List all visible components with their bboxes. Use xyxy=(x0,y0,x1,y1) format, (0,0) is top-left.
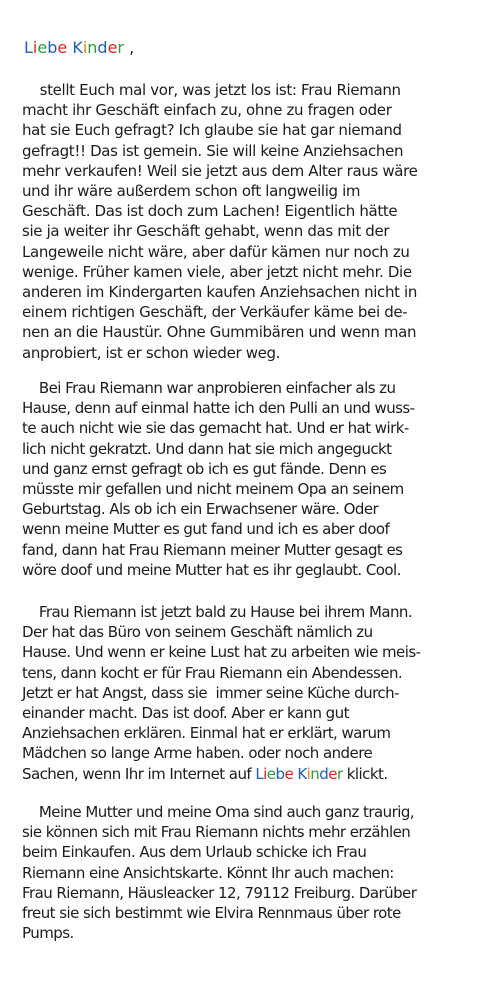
brand-letter: e xyxy=(37,38,48,57)
text-line: hat sie Euch gefragt? Ich glaube sie hat gar niemand xyxy=(22,121,402,140)
text-line: freut sie sich bestimmt wie Elvira Rennmaus über rote xyxy=(22,904,401,923)
brand-letter: i xyxy=(306,764,311,783)
text-line: macht ihr Geschäft einfach zu, ohne zu fragen oder xyxy=(22,101,392,120)
brand-letter: e xyxy=(284,764,294,783)
text-line: gefragt!! Das ist gemein. Sie will keine Anziehsachen xyxy=(22,141,404,160)
brand-name xyxy=(24,38,129,57)
brand-link[interactable] xyxy=(255,765,342,783)
text-line: und ihr wäre außerdem schon oft langweilig im xyxy=(22,182,361,201)
brand-letter: K xyxy=(72,38,83,57)
brand-letter: K xyxy=(297,764,307,783)
text-line: wenn meine Mutter es gut fand und ich es aber doof xyxy=(22,520,390,539)
brand-letter: i xyxy=(82,38,88,57)
greeting xyxy=(24,38,134,58)
text-line: Frau Riemann, Häusleacker 12, 79112 Freiburg. Darüber xyxy=(22,883,417,902)
text-line: Frau Riemann ist jetzt bald zu Hause bei ihrem Mann. xyxy=(22,603,413,621)
text-line: Geschäft. Das ist doch zum Lachen! Eigentlich hätte xyxy=(22,202,398,221)
brand-letter: b xyxy=(275,764,285,783)
text-line: sie ja weiter ihr Geschäft gehabt, wenn das mit der xyxy=(22,222,390,241)
text-line: tens, dann kocht er für Frau Riemann ein Abendessen. xyxy=(22,663,403,682)
greeting-comma: , xyxy=(129,38,135,57)
brand-letter: L xyxy=(255,764,264,783)
text-line: beim Einkaufen. Aus dem Urlaub schicke ich Frau xyxy=(22,843,367,862)
text-line: Geburtstag. Als ob ich ein Erwachsener wäre. Oder xyxy=(22,500,379,519)
text-line: Mädchen so lange Arme haben. oder noch andere xyxy=(22,744,373,763)
text-line: mehr verkaufen! Weil sie jetzt aus dem Alter raus wäre xyxy=(22,161,418,180)
text-line: Hause, denn auf einmal hatte ich den Pulli an und wuss- xyxy=(22,399,415,418)
brand-letter: e xyxy=(57,38,68,57)
text-line: einander macht. Das ist doof. Aber er kann gut xyxy=(22,704,349,723)
text-line: anderen im Kindergarten kaufen Anziehsachen nicht in xyxy=(22,283,418,302)
text-line: fand, dann hat Frau Riemann meiner Mutter gesagt es xyxy=(22,540,403,559)
brand-letter: b xyxy=(47,38,58,57)
brand-letter: r xyxy=(336,764,343,783)
brand-letter: e xyxy=(328,764,337,783)
text-line xyxy=(22,764,480,784)
text-line: Hause. Und wenn er keine Lust hat zu arbeiten wie meis- xyxy=(22,643,421,662)
brand-letter: i xyxy=(32,38,38,57)
text-line: Jetzt er hat Angst, dass sie immer seine Küche durch- xyxy=(22,683,399,702)
paragraph-1 xyxy=(22,80,480,363)
text-segment: klickt. xyxy=(342,764,388,783)
brand-letter: n xyxy=(87,38,98,57)
brand-letter: d xyxy=(97,38,108,57)
brand-letter: i xyxy=(263,764,267,783)
text-segment: Sachen, wenn Ihr im Internet auf xyxy=(22,764,256,783)
paragraph-3 xyxy=(22,602,480,784)
text-line: lich nicht gekratzt. Und dann hat sie mich angeguckt xyxy=(22,439,392,458)
text-line: stellt Euch mal vor, was jetzt los ist: Frau Riemann xyxy=(22,81,401,99)
text-line: Langeweile nicht wäre, aber dafür kämen nur noch zu xyxy=(22,242,410,261)
brand-letter: d xyxy=(319,764,329,783)
brand-letter: r xyxy=(117,38,124,57)
text-line: nen an die Haustür. Ohne Gummibären und wenn man xyxy=(22,323,417,342)
text-line: Pumps. xyxy=(22,924,74,943)
text-line: Meine Mutter und meine Oma sind auch ganz traurig, xyxy=(22,803,415,821)
text-line: Der hat das Büro von seinem Geschäft nämlich zu xyxy=(22,623,373,642)
text-line: müsste mir gefallen und nicht meinem Opa an seinem xyxy=(22,480,404,499)
brand-letter: n xyxy=(310,764,320,783)
brand-letter: e xyxy=(107,38,118,57)
text-line: wenige. Früher kamen viele, aber jetzt nicht mehr. Die xyxy=(22,262,412,281)
text-line: Bei Frau Riemann war anprobieren einfacher als zu xyxy=(22,379,396,397)
text-line: anprobiert, ist er schon wieder weg. xyxy=(22,343,281,362)
brand-letter: L xyxy=(24,38,33,57)
text-line: einem richtigen Geschäft, der Verkäufer käme bei de- xyxy=(22,303,408,322)
text-line: Anziehsachen erklären. Einmal hat er erklärt, warum xyxy=(22,724,391,743)
text-line: wöre doof und meine Mutter hat es ihr geglaubt. Cool. xyxy=(22,560,401,579)
text-line: Riemann eine Ansichtskarte. Könnt Ihr auch machen: xyxy=(22,863,394,882)
paragraph-4 xyxy=(22,802,480,943)
text-line: sie können sich mit Frau Riemann nichts mehr erzählen xyxy=(22,823,411,842)
text-line: und ganz ernst gefragt ob ich es gut fände. Denn es xyxy=(22,459,387,478)
paragraph-2 xyxy=(22,378,480,580)
text-line: te auch nicht wie sie das gemacht hat. Und er hat wirk- xyxy=(22,419,409,438)
brand-letter: e xyxy=(266,764,276,783)
